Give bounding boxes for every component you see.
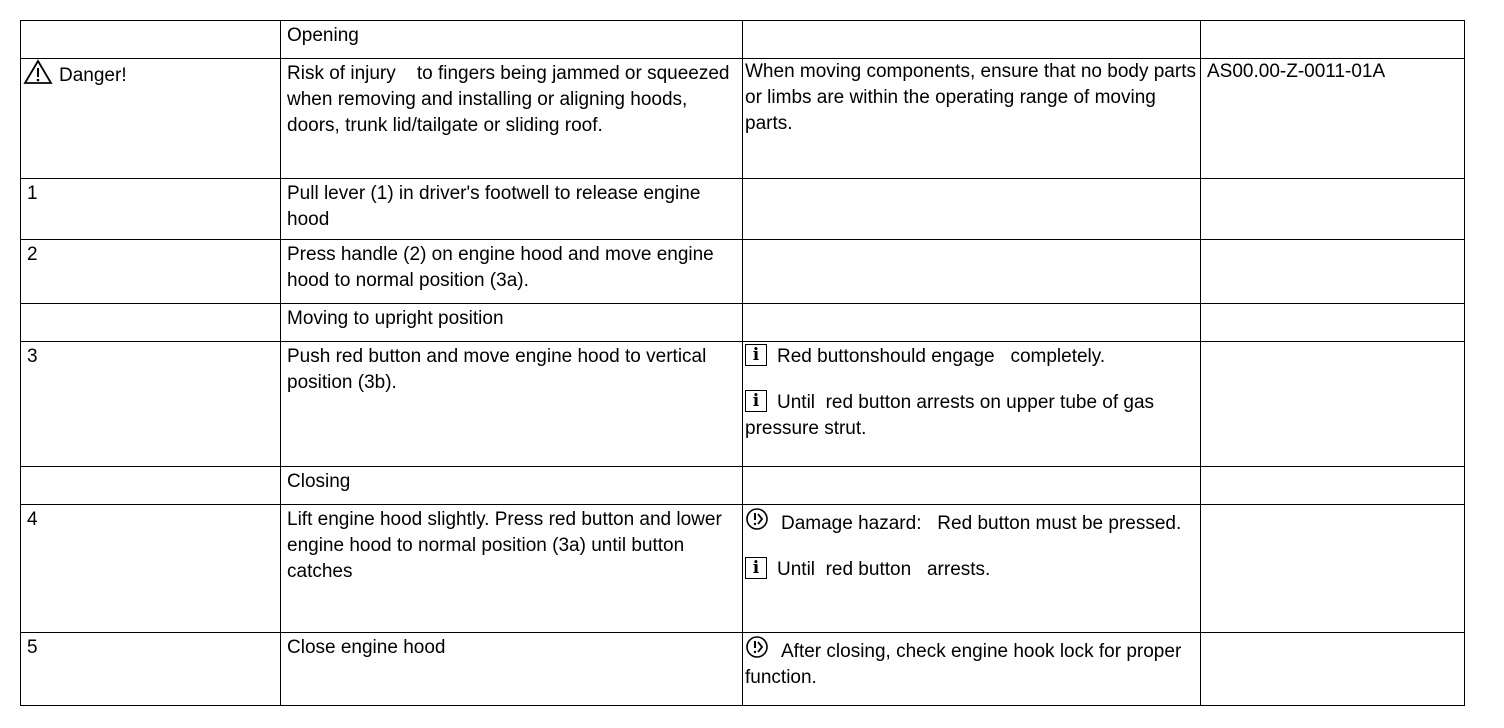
hazard-note: After closing, check engine hook lock for proper function. bbox=[745, 635, 1196, 691]
step-row bbox=[21, 179, 1465, 240]
damage-hazard-icon bbox=[745, 635, 769, 659]
info-note: i Until red button arrests. bbox=[745, 557, 1196, 583]
step-notes bbox=[743, 633, 1201, 706]
step-number: 4 bbox=[21, 505, 281, 633]
section-row-upright bbox=[21, 304, 1465, 342]
section-row-closing bbox=[21, 467, 1465, 505]
procedure-table bbox=[20, 20, 1465, 706]
step-number: 1 bbox=[21, 179, 281, 240]
step-row bbox=[21, 240, 1465, 304]
hazard-note: Damage hazard: Red button must be pressed. bbox=[745, 507, 1196, 537]
section-title-opening: Opening bbox=[281, 21, 743, 59]
section-title-upright: Moving to upright position bbox=[281, 304, 743, 342]
step-text: Push red button and move engine hood to vertical position (3b). bbox=[281, 342, 743, 467]
info-note: i Red buttonshould engage completely. bbox=[745, 344, 1196, 370]
danger-measure: When moving components, ensure that no body parts or limbs are within the operating range of moving parts. bbox=[743, 59, 1201, 179]
danger-risk: Risk of injury to fingers being jammed or squeezed when removing and installing or aligning hoods, doors, trunk lid/tailgate or sliding roof. bbox=[281, 59, 743, 179]
step-row bbox=[21, 633, 1465, 706]
section-row-opening bbox=[21, 21, 1465, 59]
step-text: Press handle (2) on engine hood and move engine hood to normal position (3a). bbox=[281, 240, 743, 304]
step-row bbox=[21, 505, 1465, 633]
step-row bbox=[21, 342, 1465, 467]
step-text: Lift engine hood slightly. Press red button and lower engine hood to normal position (3a) until button catches bbox=[281, 505, 743, 633]
info-icon: i bbox=[745, 344, 767, 366]
step-number: 3 bbox=[21, 342, 281, 467]
step-notes bbox=[743, 505, 1201, 633]
section-title-closing: Closing bbox=[281, 467, 743, 505]
step-text: Close engine hood bbox=[281, 633, 743, 706]
step-number: 2 bbox=[21, 240, 281, 304]
info-icon: i bbox=[745, 557, 767, 579]
step-notes bbox=[743, 342, 1201, 467]
step-text: Pull lever (1) in driver's footwell to release engine hood bbox=[281, 179, 743, 240]
danger-label: Danger! bbox=[59, 65, 127, 86]
warning-triangle-icon bbox=[23, 59, 53, 85]
danger-code: AS00.00-Z-0011-01A bbox=[1201, 59, 1465, 179]
step-number: 5 bbox=[21, 633, 281, 706]
damage-hazard-icon bbox=[745, 507, 769, 531]
info-icon: i bbox=[745, 390, 767, 412]
danger-cell bbox=[21, 59, 281, 179]
danger-row bbox=[21, 59, 1465, 179]
info-note: i Until red button arrests on upper tube of gas pressure strut. bbox=[745, 391, 1160, 439]
